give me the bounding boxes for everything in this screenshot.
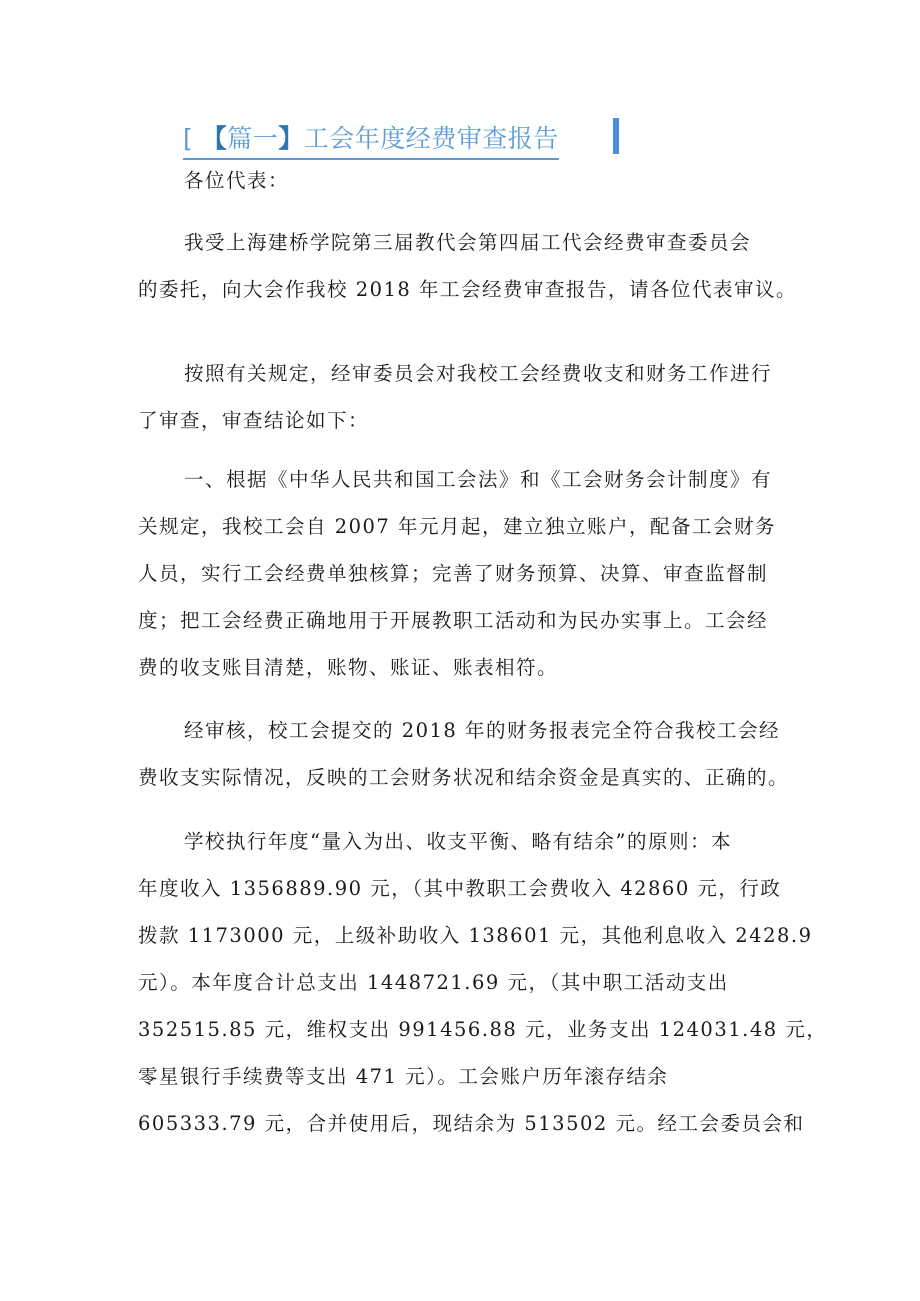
title-lenticular-close: 】 [278,124,304,153]
document-title-link[interactable] [183,116,559,160]
paragraph-line: 零星银行手续费等支出 471 元）。工会账户历年滚存结余 [138,1065,669,1088]
paragraph-line: 关规定，我校工会自 2007 年元月起，建立独立账户，配备工会财务 [138,515,777,538]
title-open-bracket: [ [183,124,194,153]
paragraph-line: 费收支实际情况，反映的工会财务状况和结余资金是真实的、正确的。 [138,766,790,789]
paragraph-line: 的委托，向大会作我校 2018 年工会经费审查报告，请各位代表审议。 [138,278,798,301]
paragraph-line: 352515.85 元，维权支出 991456.88 元，业务支出 124031.48 元， [138,1018,828,1041]
paragraph-line: 我受上海建桥学院第三届教代会第四届工代会经费审查委员会 [184,231,752,254]
paragraph-line: 拨款 1173000 元，上级补助收入 138601 元，其他利息收入 2428.9 [138,924,813,947]
paragraph-line: 按照有关规定，经审委员会对我校工会经费收支和财务工作进行 [184,362,773,385]
title-lenticular-open: 【 [201,124,228,153]
paragraph-line: 经审核，校工会提交的 2018 年的财务报表完全符合我校工会经 [184,719,781,742]
text-cursor-bar [613,118,619,154]
paragraph-line: 费的收支账目清楚，账物、账证、账表相符。 [138,656,559,679]
paragraph-line: 学校执行年度“量入为出、收支平衡、略有结余”的原则：本 [184,830,732,853]
title-text: 工会年度经费审查报告 [303,124,559,153]
paragraph-line: 一、根据《中华人民共和国工会法》和《工会财务会计制度》有 [184,468,773,491]
paragraph-line: 人员，实行工会经费单独核算；完善了财务预算、决算、审查监督制 [138,562,769,585]
paragraph-line: 了审查，审查结论如下： [138,409,370,432]
paragraph-line: 605333.79 元，合并使用后，现结余为 513502 元。经工会委员会和 [138,1112,805,1135]
document-title[interactable] [183,122,559,160]
title-section-label: 篇一 [227,124,279,153]
paragraph-line: 元）。本年度合计总支出 1448721.69 元，（其中职工活动支出 [138,971,729,994]
paragraph-line: 度；把工会经费正确地用于开展教职工活动和为民办实事上。工会经 [138,609,769,632]
salutation: 各位代表： [184,169,290,192]
paragraph-line: 年度收入 1356889.90 元，（其中教职工会费收入 42860 元，行政 [138,877,782,900]
